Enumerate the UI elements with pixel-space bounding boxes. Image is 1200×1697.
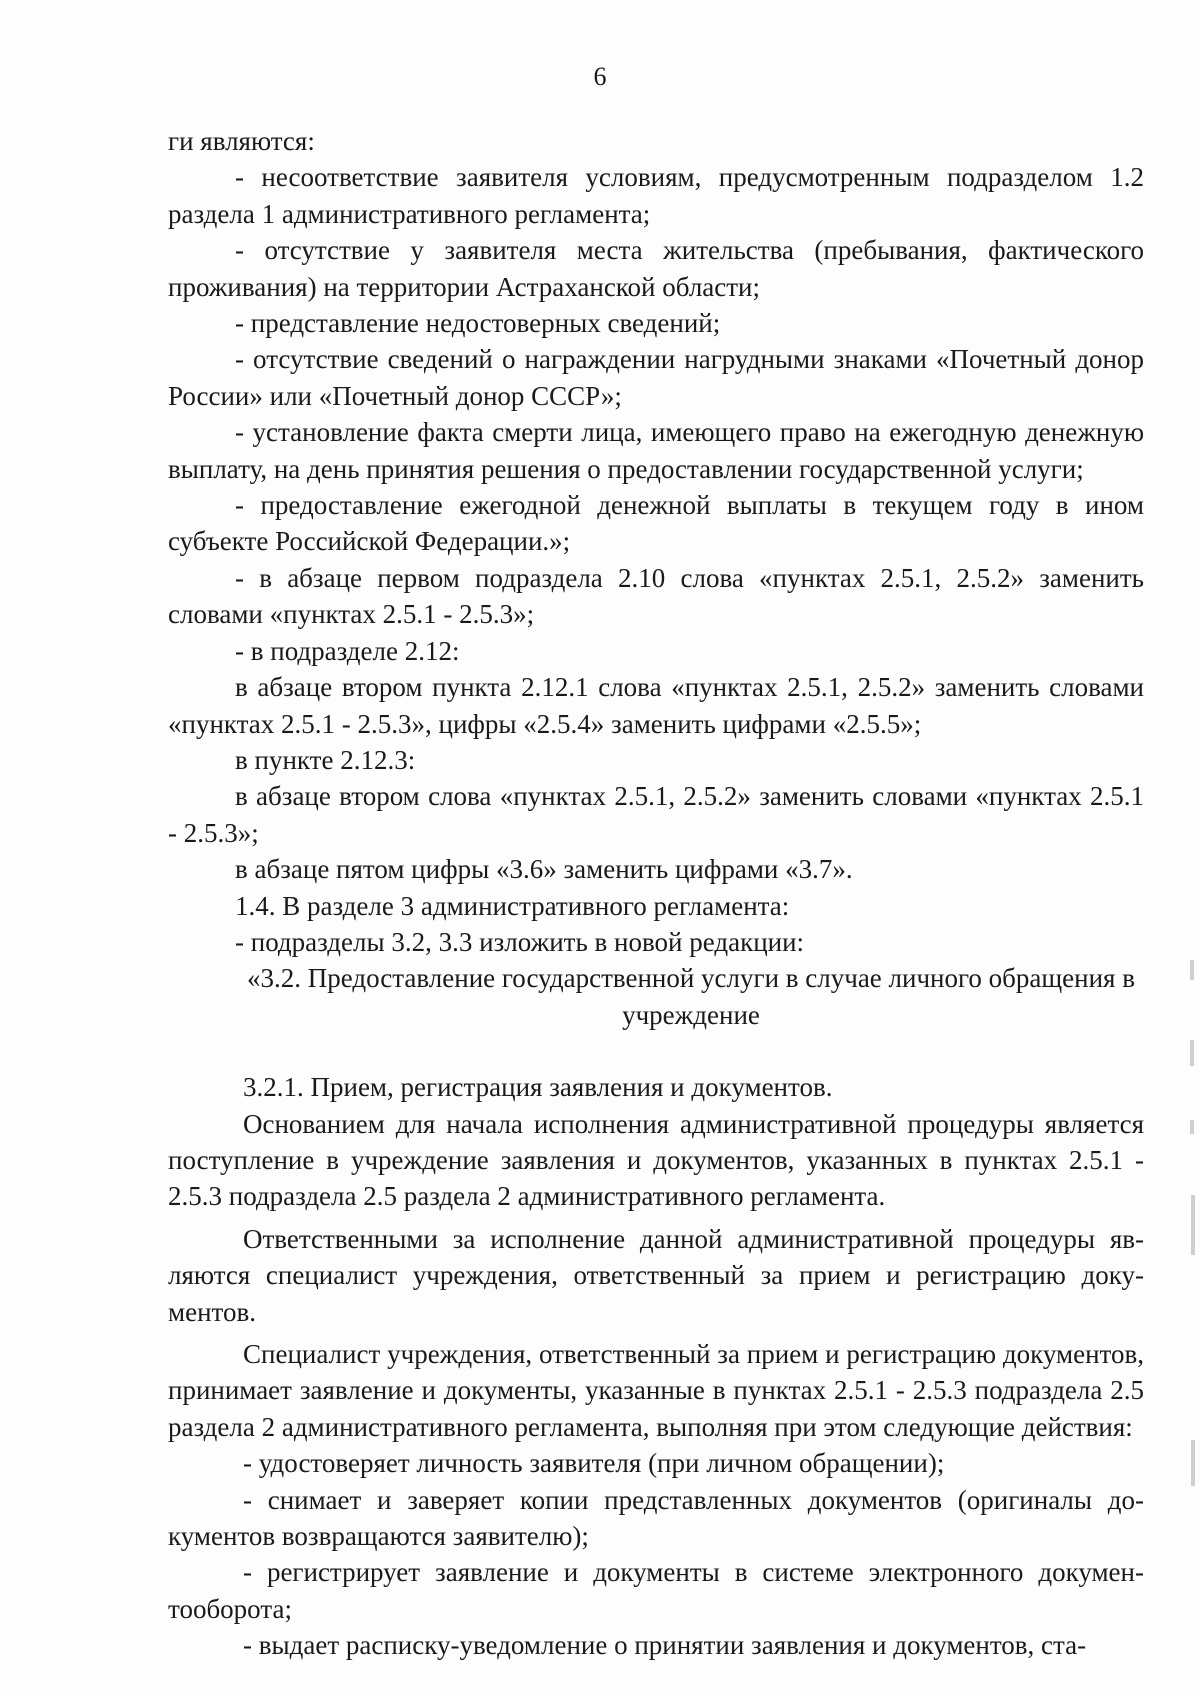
blank-line (168, 1033, 1144, 1069)
amendment-paragraph-two: в абзаце втором слова «пунктах 2.5.1, 2.5.2» заменить словами «пунктах 2.5.1 - 2.5.3»; (168, 781, 1144, 848)
amendment-subsections-3-2-3-3: - подразделы 3.2, 3.3 изложить в новой редакции: (235, 926, 805, 957)
list-item-applicant-conditions: - несоответствие заявителя условиям, предусмотренным подразделом 1.2 раздела 1 административного регламента; (168, 162, 1144, 229)
list-item-payment-in-other-region: - предоставление ежегодной денежной выплаты в текущем году в ином субъекте Российской Федерации.»; (168, 490, 1144, 557)
subsection-title-3-2-1: 3.2.1. Прием, регистрация заявления и документов. (243, 1072, 833, 1103)
page-number: 6 (593, 62, 607, 91)
scan-artifact (1191, 1440, 1195, 1486)
list-item-verify-identity: - удостоверяет личность заявителя (при личном обращении); (243, 1448, 945, 1479)
section-heading: «3.2. Предоставление государственной услуги в случае личного обращения в учреждение (247, 963, 1135, 1030)
list-item-register-documents: - регистрирует заявление и документы в системе электронного документооборота; (168, 1557, 1144, 1624)
amendment-item-2-12-3: в пункте 2.12.3: (235, 744, 416, 775)
amendment-paragraph-five: в абзаце пятом цифры «3.6» заменить цифрами «3.7». (235, 854, 853, 885)
scan-artifact (1190, 1120, 1194, 1134)
document-body (168, 123, 1144, 1664)
list-item-copy-documents: - снимает и заверяет копии представленных документов (оригиналы документов возвращаются заявителю); (168, 1484, 1144, 1552)
list-item-false-information: - представление недостоверных сведений; (235, 308, 721, 339)
list-item-death-of-person: - установление факта смерти лица, имеющего право на ежегодную денежную выплату, на день принятия решения о предоставлении государственной услуги; (168, 417, 1144, 484)
list-item-no-residence: - отсутствие у заявителя места жительства (пребывания, фактического проживания) на территории Астраханской области; (168, 235, 1144, 302)
paragraph-continuation: ги являются: (168, 126, 315, 156)
paragraph-responsible: Ответственными за исполнение данной административной процедуры являются специалист учреждения, ответственный за прием и регистрацию документов. (168, 1223, 1144, 1327)
paragraph-specialist-actions: Специалист учреждения, ответственный за прием и регистрацию документов, принимает заявление и документы, указанные в пунктах 2.5.1 - 2.5.3 подраздела 2.5 раздела 2 административного регламента, выполняя при этом следующие действия: (168, 1339, 1144, 1442)
scan-artifact (1191, 1195, 1195, 1255)
scan-artifact (1190, 1040, 1194, 1066)
paragraph-basis: Основанием для начала исполнения административной процедуры является поступление в учреждение заявления и документов, указанных в пунктах 2.5.1 - 2.5.3 подраздела 2.5 раздела 2 административного регламента. (168, 1108, 1144, 1212)
amendment-subsection-2-10: - в абзаце первом подраздела 2.10 слова «пунктах 2.5.1, 2.5.2» заменить словами «пунктах 2.5.1 - 2.5.3»; (168, 562, 1144, 630)
amendment-item-2-12-1: в абзаце втором пункта 2.12.1 слова «пунктах 2.5.1, 2.5.2» заменить словами «пунктах 2.5.1 - 2.5.3», цифры «2.5.4» заменить цифрами «2.5.5»; (168, 672, 1144, 739)
amendment-subsection-2-12: - в подразделе 2.12: (235, 635, 460, 666)
amendment-section-3: 1.4. В разделе 3 административного регламента: (235, 890, 790, 921)
list-item-issue-receipt: - выдает расписку-уведомление о принятии заявления и документов, ста- (243, 1630, 1087, 1661)
scan-artifact (1190, 960, 1194, 980)
list-item-no-award-info: - отсутствие сведений о награждении нагрудными знаками «Почетный донор России» или «Почетный донор СССР»; (168, 344, 1144, 411)
